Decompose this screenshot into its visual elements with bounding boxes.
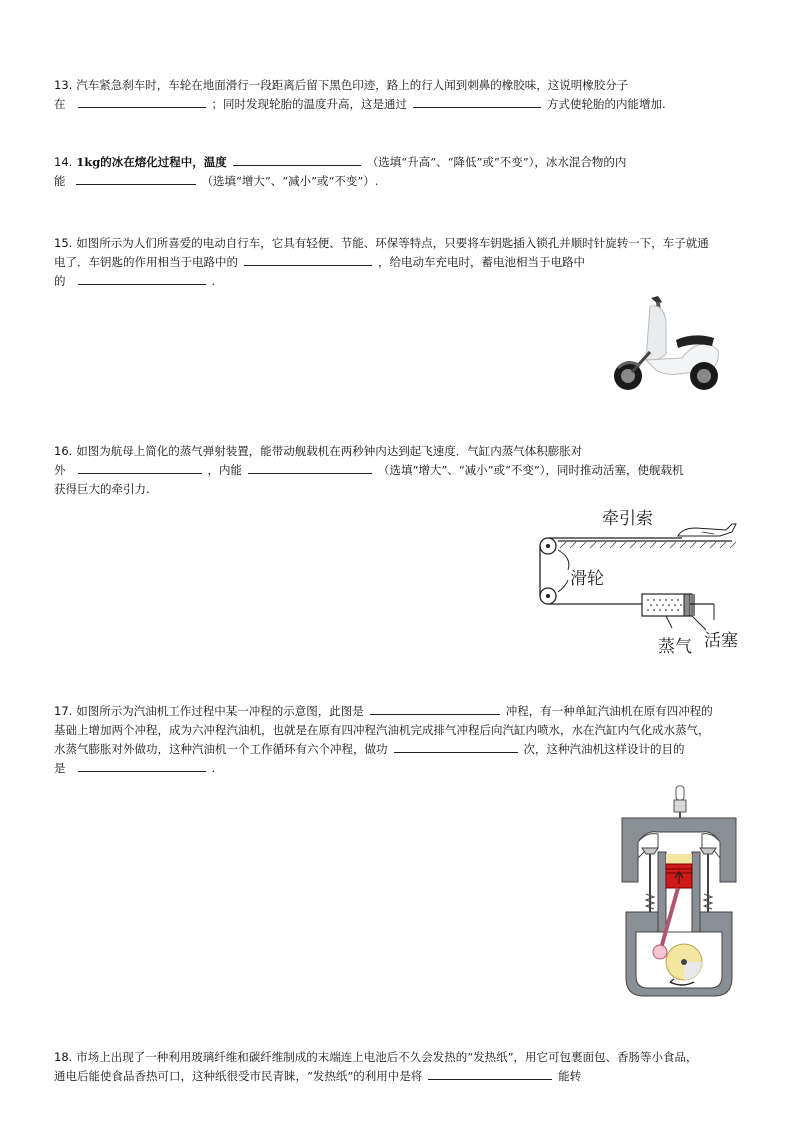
- q15-line2: 电了．车钥匙的作用相当于电路中的 ，给电动车充电时，蓄电池相当于电路中: [54, 255, 585, 269]
- answer-blank[interactable]: [233, 153, 361, 166]
- question-15: [54, 234, 740, 291]
- answer-blank[interactable]: [78, 759, 206, 772]
- answer-blank[interactable]: [428, 1067, 552, 1080]
- question-16: [54, 442, 740, 499]
- q17-line1: 17. 如图所示为汽油机工作过程中某一冲程的示意图，此图是 冲程，有一种单缸汽油机在原有四冲程的: [54, 704, 713, 718]
- answer-blank[interactable]: [370, 702, 500, 715]
- q13-line1: 13. 汽车紧急刹车时，车轮在地面滑行一段距离后留下黑色印迹，路上的行人闻到刺鼻的橡胶味，这说明橡胶分子: [54, 78, 629, 92]
- q14-line1: 14. 1kg的冰在熔化过程中，温度 （选填“升高”、“降低”或“不变”），冰水混合物的内: [54, 155, 627, 169]
- question-14: [54, 153, 740, 191]
- label-rope: 牵引索: [602, 509, 653, 529]
- catapult-diagram: [532, 500, 746, 660]
- q16-line1: 16. 如图为航母上简化的蒸气弹射装置，能带动舰载机在两秒钟内达到起飞速度．气缸内蒸气体积膨胀对: [54, 444, 583, 458]
- q15-line3: 的 .: [54, 274, 216, 288]
- q13-line2: 在 ；同时发现轮胎的温度升高，这是通过 方式使轮胎的内能增加.: [54, 97, 666, 111]
- engine-diagram: [612, 782, 746, 1004]
- answer-blank[interactable]: [244, 253, 372, 266]
- q18-line2: 通电后能使食品香热可口，这种纸很受市民青睐，“发热纸”的利用中是将 能转: [54, 1069, 582, 1083]
- scooter-image: [606, 292, 722, 400]
- q16-line2: 外 ，内能 （选填“增大”、“减小”或“不变”），同时推动活塞，使舰载机: [54, 463, 684, 477]
- q18-line1: 18. 市场上出现了一种利用玻璃纤维和碳纤维制成的末端连上电池后不久会发热的“发热纸”，用它可包裹面包、香肠等小食品，: [54, 1050, 698, 1064]
- label-steam: 蒸气: [658, 637, 692, 657]
- answer-blank[interactable]: [248, 461, 372, 474]
- answer-blank[interactable]: [394, 740, 518, 753]
- q15-line1: 15. 如图所示为人们所喜爱的电动自行车，它具有轻便、节能、环保等特点，只要将车钥匙插入锁孔并顺时针旋转一下，车子就通: [54, 236, 709, 250]
- q17-line3: 水蒸气膨胀对外做功，这种汽油机一个工作循环有六个冲程，做功 次，这种汽油机这样设计的目的: [54, 742, 685, 756]
- question-17: [54, 702, 740, 778]
- answer-blank[interactable]: [413, 95, 541, 108]
- q17-line4: 是 .: [54, 761, 216, 775]
- label-piston: 活塞: [704, 631, 738, 651]
- question-18: [54, 1048, 740, 1086]
- q16-line3: 获得巨大的牵引力.: [54, 482, 150, 496]
- q14-line2: 能 （选填“增大”、“减小”或“不变”）.: [54, 174, 379, 188]
- answer-blank[interactable]: [78, 272, 206, 285]
- label-pulley: 滑轮: [570, 569, 604, 589]
- question-13: [54, 76, 740, 114]
- q17-line2: 基础上增加两个冲程，成为六冲程汽油机，也就是在原有四冲程汽油机完成排气冲程后向汽缸内喷水，水在汽缸内气化成水蒸气，: [54, 723, 710, 737]
- answer-blank[interactable]: [76, 172, 196, 185]
- answer-blank[interactable]: [78, 95, 206, 108]
- answer-blank[interactable]: [78, 461, 202, 474]
